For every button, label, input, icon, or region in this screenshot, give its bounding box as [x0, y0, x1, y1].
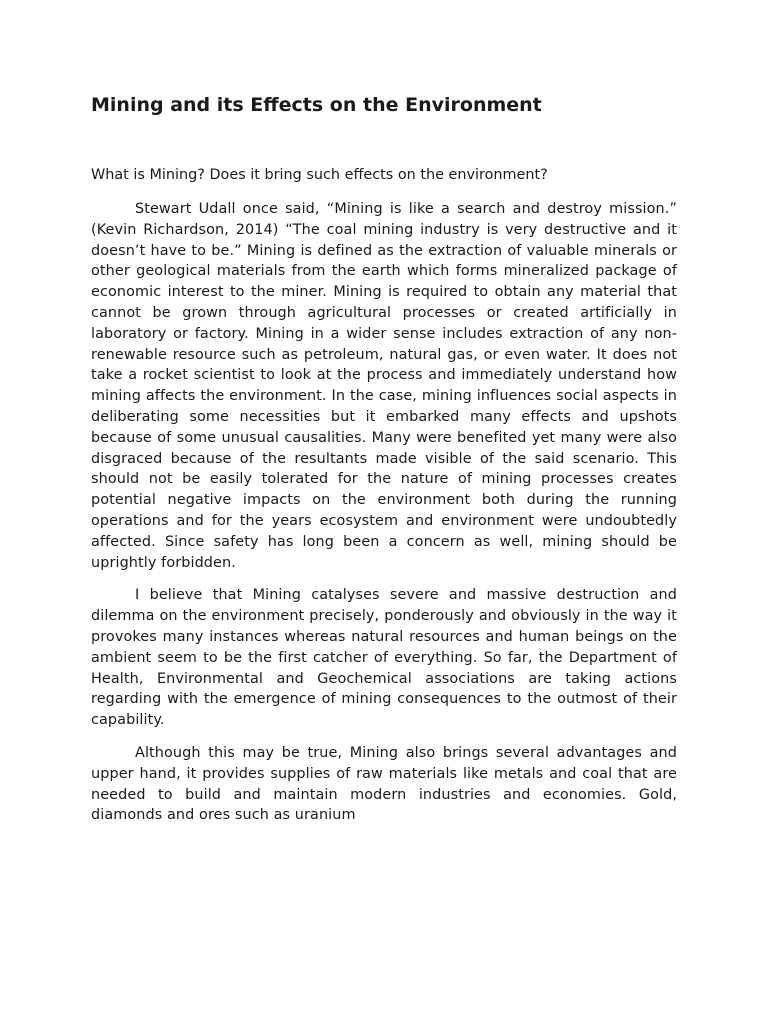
- paragraph-2: I believe that Mining catalyses severe and massive destruction and dilemma on the environment precisely, ponderously and obviously in the way it provokes many instances whereas natural resources and human beings on the ambient seem to be the first catcher of everything. So far, the Department of Health, Environmental and Geochemical associations are taking actions regarding with the emergence of mining consequences to the outmost of their capability.: [91, 587, 677, 729]
- document-body: [91, 199, 677, 838]
- paragraph-1: Stewart Udall once said, “Mining is like a search and destroy mission.” (Kevin Richardson, 2014) “The coal mining industry is very destructive and it doesn’t have to be.” Mining is defined as the extraction of valuable minerals or other geological materials from the earth which forms mineralized package of economic interest to the miner. Mining is required to obtain any material that cannot be grown through agricultural processes or created artificially in laboratory or factory. Mining in a wider sense includes extraction of any non-renewable resource such as petroleum, natural gas, or even water. It does not take a rocket scientist to look at the process and immediately understand how mining affects the environment. In the case, mining influences social aspects in deliberating some necessities but it embarked many effects and upshots because of some unusual causalities. Many were benefited yet many were also disgraced because of the resultants made visible of the said scenario. This should not be easily tolerated for the nature of mining processes creates potential negative impacts on the environment both during the running operations and for the years ecosystem and environment were undoubtedly affected. Since safety has long been a concern as well, mining should be uprightly forbidden.: [91, 201, 677, 571]
- paragraph-3: Although this may be true, Mining also brings several advantages and upper hand, it provides supplies of raw materials like metals and coal that are needed to build and maintain modern industries and economies. Gold, diamonds and ores such as uranium: [91, 744, 677, 824]
- document-question: What is Mining? Does it bring such effects on the environment?: [91, 167, 548, 183]
- document-title: Mining and its Effects on the Environment: [91, 94, 542, 116]
